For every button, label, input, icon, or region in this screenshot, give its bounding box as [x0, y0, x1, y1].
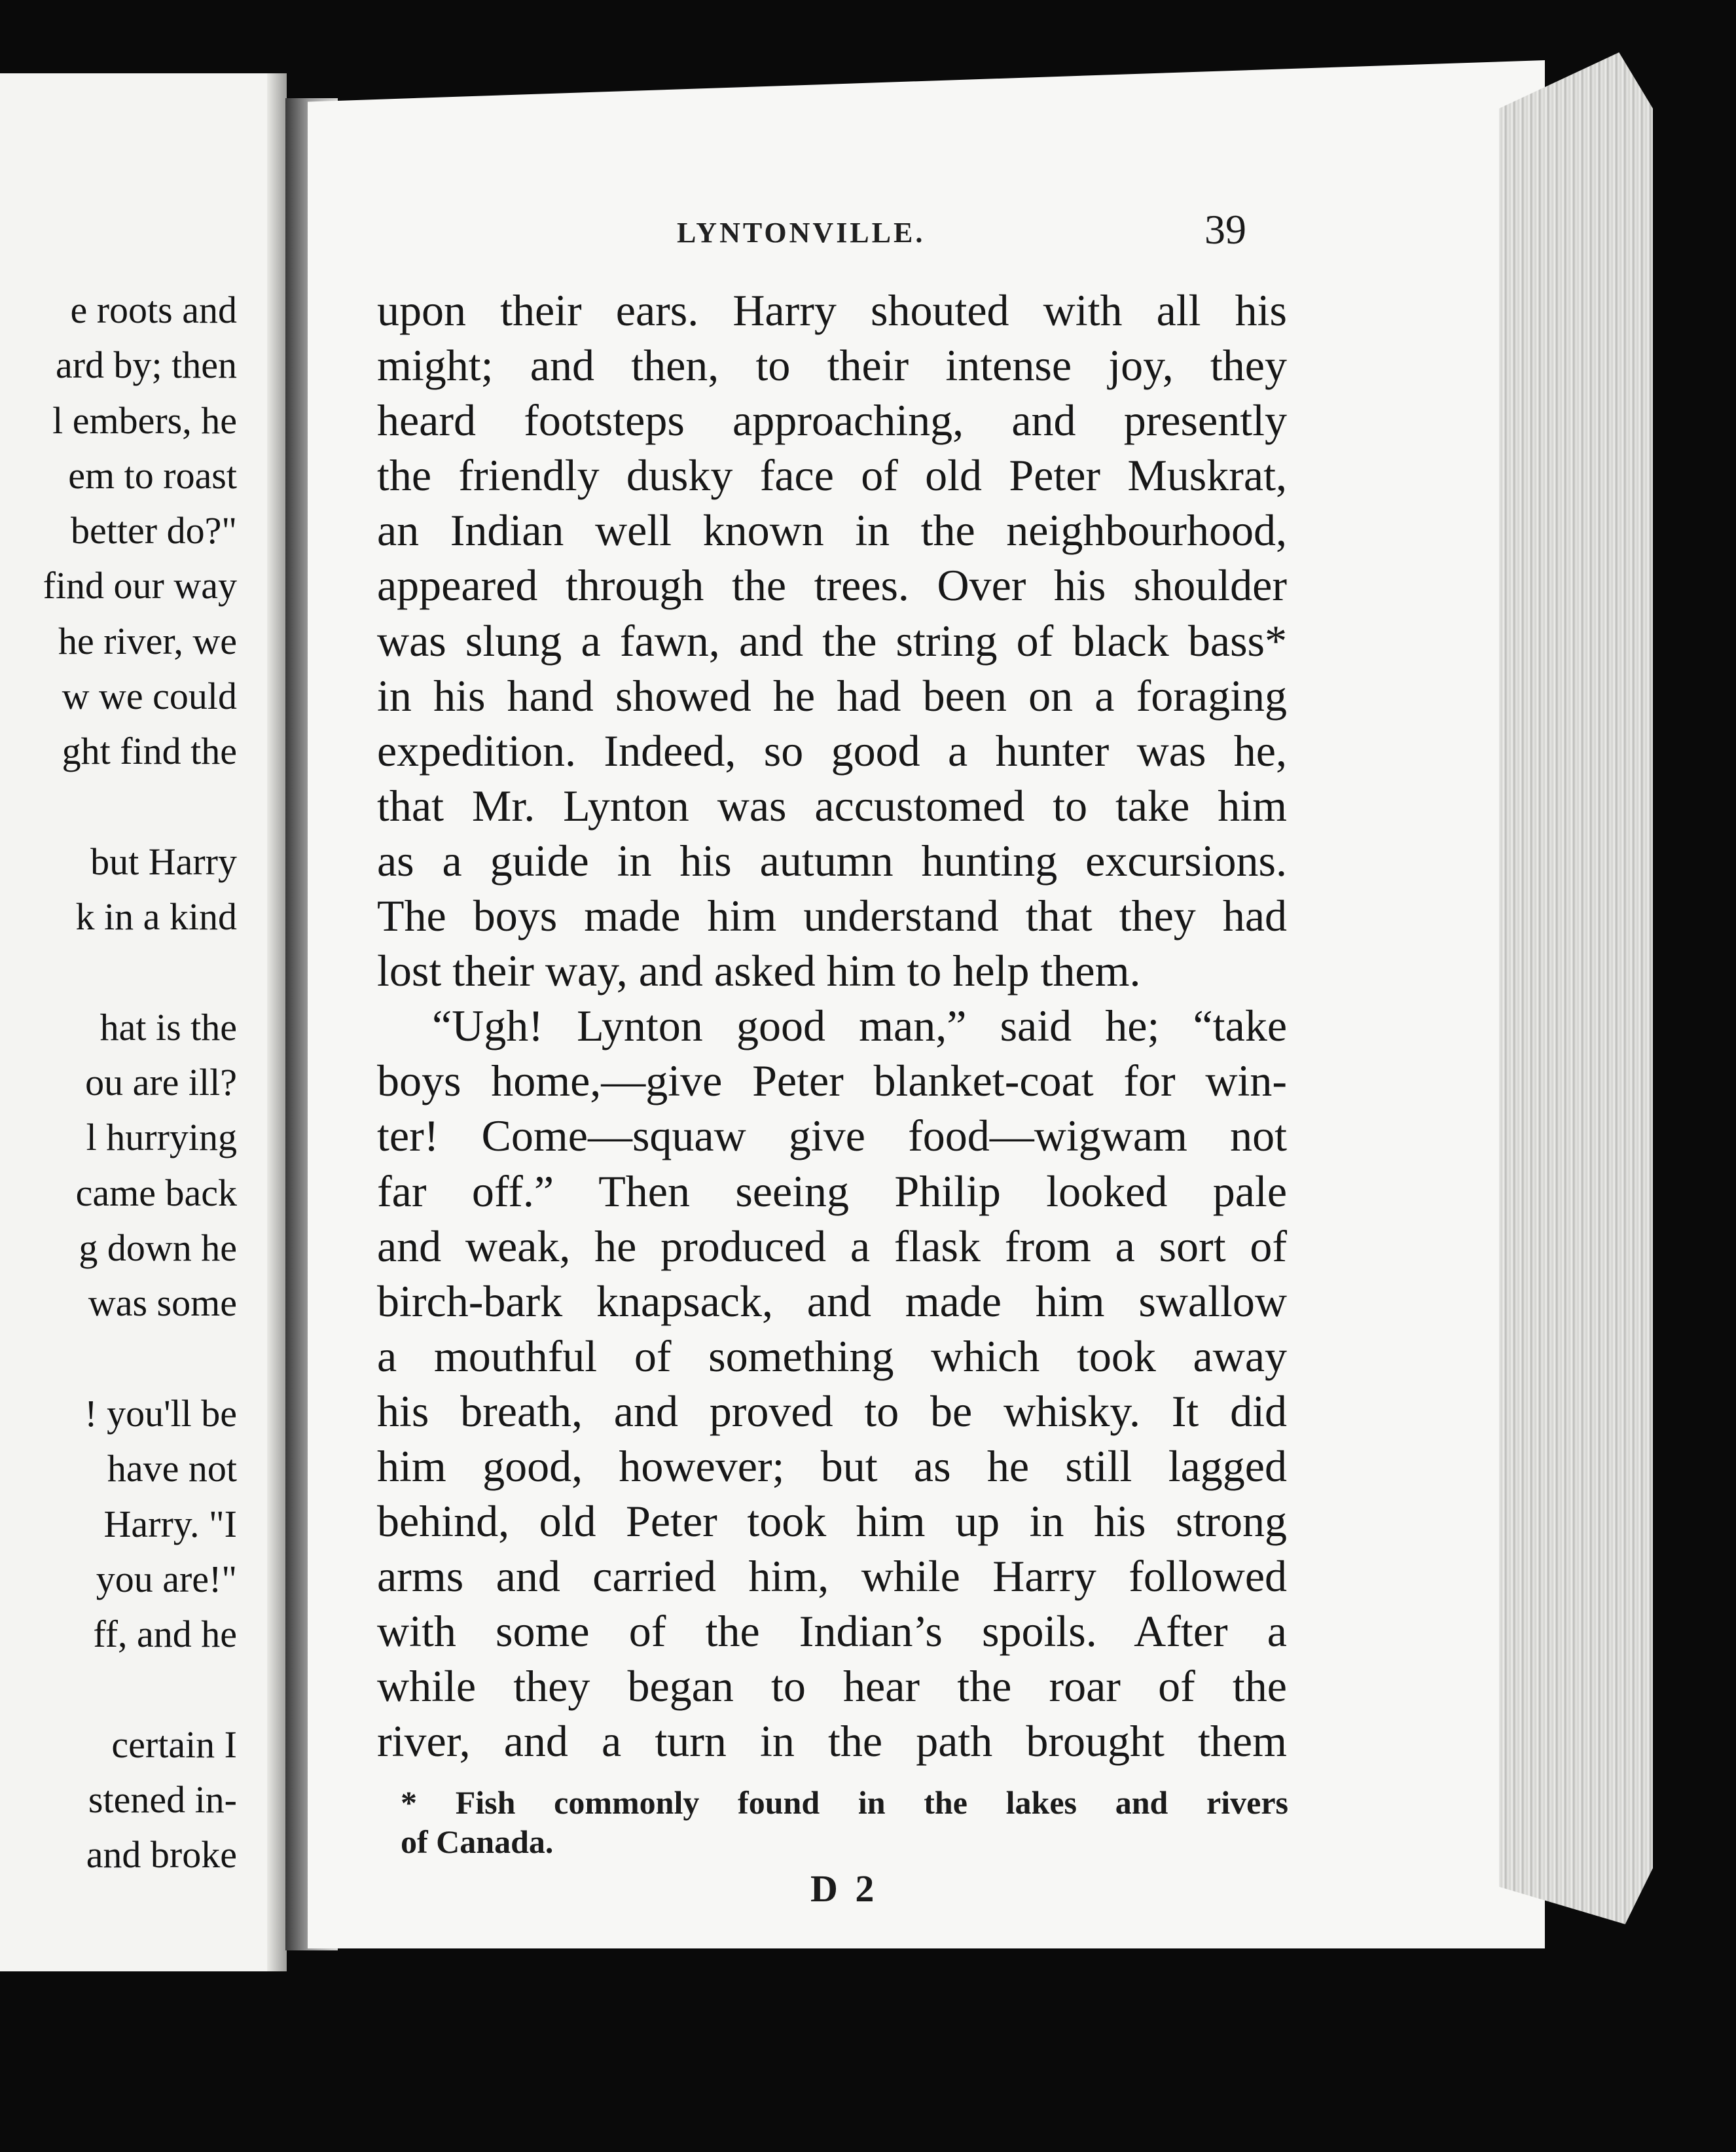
- text-line: lost their way, and asked him to help them.: [377, 946, 1141, 996]
- left-page-line: ff, and he: [93, 1613, 237, 1656]
- text-line: appeared through the trees. Over his shoulder: [377, 560, 1287, 611]
- left-page-line: em to roast: [68, 454, 237, 497]
- left-page-line: have not: [107, 1447, 237, 1490]
- left-page-line: better do?": [71, 509, 237, 552]
- left-page-line: w we could: [62, 675, 237, 718]
- left-page-line: e roots and: [70, 289, 237, 331]
- page-edges: [1499, 52, 1653, 1924]
- left-page-line: certain I: [111, 1723, 237, 1766]
- text-line: a mouthful of something which took away: [377, 1331, 1287, 1381]
- left-page-text: [0, 283, 237, 1883]
- text-line: heard footsteps approaching, and presently: [377, 395, 1287, 446]
- text-line: upon their ears. Harry shouted with all his: [377, 285, 1287, 335]
- text-line: river, and a turn in the path brought them: [377, 1716, 1287, 1766]
- text-line: the friendly dusky face of old Peter Muskrat,: [377, 450, 1287, 501]
- left-page-line: l hurrying: [86, 1116, 237, 1159]
- text-line: “Ugh! Lynton good man,” said he; “take: [432, 1001, 1287, 1051]
- text-line: birch-bark knapsack, and made him swallow: [377, 1276, 1287, 1326]
- left-page-line: was some: [88, 1282, 237, 1325]
- text-line: expedition. Indeed, so good a hunter was he,: [377, 725, 1287, 776]
- left-page-line: he river, we: [58, 619, 237, 662]
- left-page-line: k in a kind: [75, 895, 237, 939]
- left-page-line: [0, 1662, 237, 1717]
- page-number: 39: [1204, 206, 1246, 253]
- footnote-line: of Canada.: [401, 1823, 554, 1860]
- left-page-line: but Harry: [90, 840, 237, 883]
- footnote-line: * Fish commonly found in the lakes and rivers: [401, 1784, 1288, 1821]
- text-line: his breath, and proved to be whisky. It did: [377, 1386, 1287, 1436]
- left-page-line: ! you'll be: [84, 1391, 237, 1435]
- left-page-line: came back: [75, 1171, 237, 1214]
- left-page-line: g down he: [79, 1227, 237, 1270]
- left-page-line: [0, 1331, 237, 1386]
- text-line: an Indian well known in the neighbourhood,: [377, 505, 1287, 556]
- running-head: LYNTONVILLE.: [677, 217, 926, 249]
- text-line: that Mr. Lynton was accustomed to take him: [377, 780, 1287, 831]
- left-page-line: [0, 945, 237, 1000]
- left-page-line: find our way: [43, 564, 237, 607]
- text-line: far off.” Then seeing Philip looked pale: [377, 1166, 1287, 1216]
- left-page-line: and broke: [86, 1833, 237, 1876]
- left-page-line: ou are ill?: [85, 1061, 237, 1104]
- signature-mark: D 2: [810, 1867, 878, 1910]
- text-line: as a guide in his autumn hunting excursions.: [377, 835, 1287, 886]
- left-page-line: ght find the: [62, 730, 237, 773]
- footnote: [401, 1783, 1288, 1861]
- left-page-gutter-shadow: [267, 73, 287, 1971]
- text-line: was slung a fawn, and the string of black bass*: [377, 615, 1287, 666]
- text-line: while they began to hear the roar of the: [377, 1661, 1287, 1712]
- text-line: behind, old Peter took him up in his strong: [377, 1496, 1287, 1547]
- text-line: and weak, he produced a flask from a sort of: [377, 1221, 1287, 1271]
- left-page-line: you are!": [96, 1557, 237, 1600]
- left-page-line: [0, 780, 237, 834]
- text-line: boys home,—give Peter blanket-coat for win-: [377, 1056, 1287, 1106]
- left-page-line: hat is the: [99, 1005, 237, 1049]
- text-line: arms and carried him, while Harry followed: [377, 1551, 1287, 1602]
- text-line: might; and then, to their intense joy, they: [377, 340, 1287, 391]
- left-page-line: ard by; then: [55, 344, 237, 387]
- body-text: [377, 283, 1287, 1769]
- text-line: The boys made him understand that they had: [377, 891, 1287, 941]
- left-page-line: stened in-: [88, 1778, 237, 1821]
- text-line: in his hand showed he had been on a foraging: [377, 670, 1287, 721]
- text-line: ter! Come—squaw give food—wigwam not: [377, 1111, 1287, 1161]
- text-line: him good, however; but as he still lagged: [377, 1441, 1287, 1491]
- left-page-line: l embers, he: [52, 399, 237, 442]
- left-page-line: Harry. "I: [103, 1502, 237, 1545]
- text-line: with some of the Indian’s spoils. After a: [377, 1606, 1287, 1657]
